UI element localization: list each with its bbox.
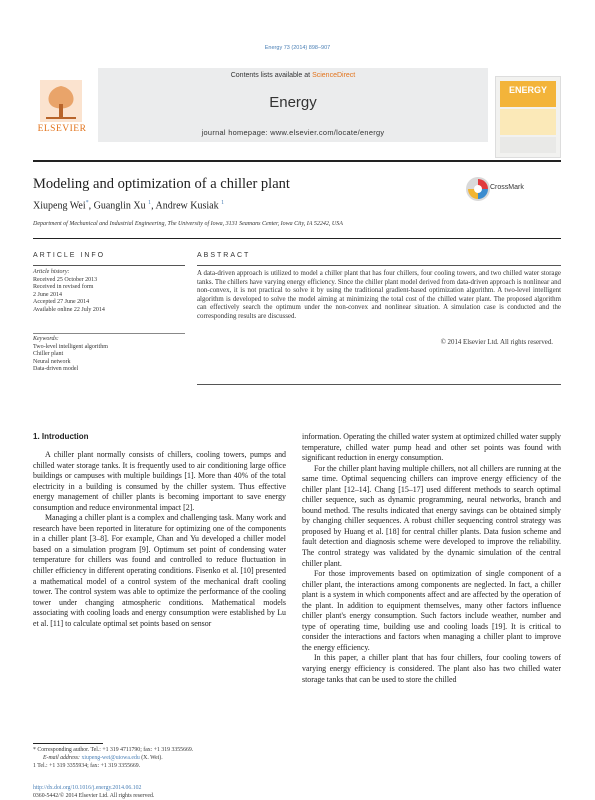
author-mark[interactable]: * <box>85 200 89 206</box>
author-mark[interactable]: 1 <box>148 200 152 206</box>
history-item: Received in revised form <box>33 284 94 291</box>
corresponding-author-note: * Corresponding author. Tel.: +1 319 4711790; fax: +1 319 3355669. <box>33 747 194 753</box>
article-title: Modeling and optimization of a chiller plant <box>33 176 290 192</box>
footnotes <box>33 746 286 771</box>
keyword: Neural network <box>33 358 71 365</box>
affiliation-rule <box>33 238 561 239</box>
email-line <box>33 754 286 762</box>
keyword: Chiller plant <box>33 351 64 358</box>
journal-homepage[interactable]: journal homepage: www.elsevier.com/locate/energy <box>201 128 385 137</box>
doi-link[interactable]: http://dx.doi.org/10.1016/j.energy.2014.06.102 <box>33 785 142 791</box>
affiliation: Department of Mechanical and Industrial Engineering, The University of Iowa, 3131 Seamans Center, Iowa City, IA 52242, USA <box>33 221 343 227</box>
history-item: Received 25 October 2013 <box>33 276 98 283</box>
header-rule <box>33 160 561 162</box>
author-footnote: 1 Tel.: +1 319 3355934; fax: +1 319 3355669. <box>33 763 141 770</box>
abstract-copyright: © 2014 Elsevier Ltd. All rights reserved. <box>440 339 553 346</box>
abstract-text: A data-driven approach is utilized to model a chiller plant that has four chillers, four cooling towers, and two chilled water storage tanks. The chillers have varying energy efficiency. Since the chiller plant model derived from data-driven approach is nonlinear and non-convex, it is not practical to solve it by using the traditional gradient-based optimization algorithm. A two-level intelligent algorithm is developed to solve the model aiming at minimizing the total cost of the chilled water plant. The proposed algorithm can effectively search the optimum under the non-convex and nonlinear situation. A simulation case is conducted and the corresponding results are discussed. <box>197 270 561 320</box>
elsevier-tree-logo <box>40 80 82 122</box>
abstract-heading: ABSTRACT <box>197 252 251 259</box>
keyword: Two-level intelligent algorithm <box>33 343 108 350</box>
crossmark-icon[interactable] <box>465 176 491 202</box>
body-column-left <box>33 450 286 629</box>
journal-title: Energy <box>269 94 317 111</box>
sciencedirect-link[interactable]: ScienceDirect <box>312 72 356 79</box>
abstract-bottom-rule <box>197 384 561 385</box>
article-info-rule <box>33 265 185 266</box>
paragraph: Managing a chiller plant is a complex and challenging task. Many work and research have been reported in literature for optimizing one of the components in a chiller plant [3–8]. For example, Chan and Yu developed a chiller model based on a simulation program [9]. Optimum set point of condensing water temperature for chillers was found and controlled to reduce fluctuation in chiller efficiency in different operating conditions. Fisenko et al. [10] presented a mathematical model of a control system of the mechanical draft cooling tower. The control system was able to optimize the performance of the cooling tower under changing atmospheric conditions. Mathematical models associating with cooling loads and energy consumption were established by Lu et al. [11] to calculate optimal set points based on sensor <box>33 513 286 628</box>
paragraph: In this paper, a chiller plant that has four chillers, four cooling towers of varying energy efficiency is considered. The plant also has two chilled water storage tanks that can be used to store the chilled <box>302 653 561 684</box>
abstract-rule <box>197 265 561 266</box>
history-label: Article history: <box>33 269 70 275</box>
section-heading: 1. Introduction <box>33 432 89 441</box>
email-label: E-mail address: <box>43 755 82 762</box>
author-list: Xiupeng Wei*, Guanglin Xu $^1$, Andrew Kusiak $^1$ <box>33 200 225 212</box>
crossmark-label[interactable]: CrossMark <box>490 184 524 191</box>
body-column-right <box>302 432 561 685</box>
history-item: 2 June 2014 <box>33 291 62 298</box>
keywords-rule <box>33 333 185 334</box>
author-mark[interactable]: 1 <box>221 200 225 206</box>
keywords-label: Keywords: <box>33 336 59 342</box>
article-info-heading: ARTICLE INFO <box>33 252 106 259</box>
contents-line <box>98 72 488 79</box>
cover-graphic <box>500 109 556 135</box>
keyword: Data-driven model <box>33 366 79 373</box>
author-name[interactable]: Xiupeng Wei <box>33 200 86 212</box>
article-history <box>33 269 183 315</box>
history-item: Accepted 27 June 2014 <box>33 299 90 306</box>
contents-prefix: Contents lists available at <box>230 72 313 79</box>
doi-block <box>33 784 154 800</box>
history-item: Available online 22 July 2014 <box>33 306 105 313</box>
journal-cover-image <box>495 76 561 158</box>
paragraph: For those improvements based on optimization of single component of a chiller plant, the interactions among components are neglected. In fact, a chiller plant is a system in which components affect and are affected by the operation of the plant. In addition to equipment themselves, many other factors influence chiller plant's energy consumption. Such factors include weather, number and type of operating time, building use and cooling loads [19]. It is critical to consider the interactions and factors when managing a chiller plant to improve the energy efficiency. <box>302 569 561 652</box>
cover-title: ENERGY <box>508 85 547 95</box>
publisher-logo-text: ELSEVIER <box>37 124 87 134</box>
author-name[interactable]: Guanglin Xu <box>93 200 146 212</box>
cover-footer <box>500 137 556 153</box>
paragraph: information. Operating the chilled water system at optimized chilled water supply temperature, chilled water pump head and other set points was found with significant reduction in energy consumption. <box>302 432 561 463</box>
email-suffix: (X. Wei). <box>139 755 163 762</box>
paragraph: A chiller plant normally consists of chillers, cooling towers, pumps and chilled water storage tanks. It is frequently used to air conditioning large office buildings or campuses with multiple buildings [1]. More than 40% of the total electricity in a building is consumed by the chiller system. Thus effective energy management of chiller plants is becoming important to save energy consumption and reduce environmental impact [2]. <box>33 450 286 512</box>
footnote-rule <box>33 743 103 744</box>
author-name[interactable]: Andrew Kusiak <box>155 200 219 212</box>
journal-citation[interactable]: Energy 73 (2014) 898–907 <box>264 45 331 51</box>
keywords <box>33 336 183 374</box>
paragraph: For the chiller plant having multiple chillers, not all chillers are running at the same time. Optimal sequencing chillers can improve energy efficiency of the chiller plant [12–14]. Chang [15–17] used different methods to search optimal chiller sequence, such as dynamic programming, neural networks, branch and bound method. The results indicated that energy savings can be obtained simply by changing chiller sequences. A robust chiller sequencing control strategy was proposed by Huang et al. [18] for central chiller plants. Data fusion scheme and fault detection and diagnosis scheme were developed to improve the reliability. The control strategy was validated by the dynamic simulation of the central chiller plant. <box>302 463 561 568</box>
rights-line: 0360-5442/© 2014 Elsevier Ltd. All rights reserved. <box>33 793 155 799</box>
email-link[interactable]: xiupeng-wei@uiowa.edu <box>81 755 140 762</box>
